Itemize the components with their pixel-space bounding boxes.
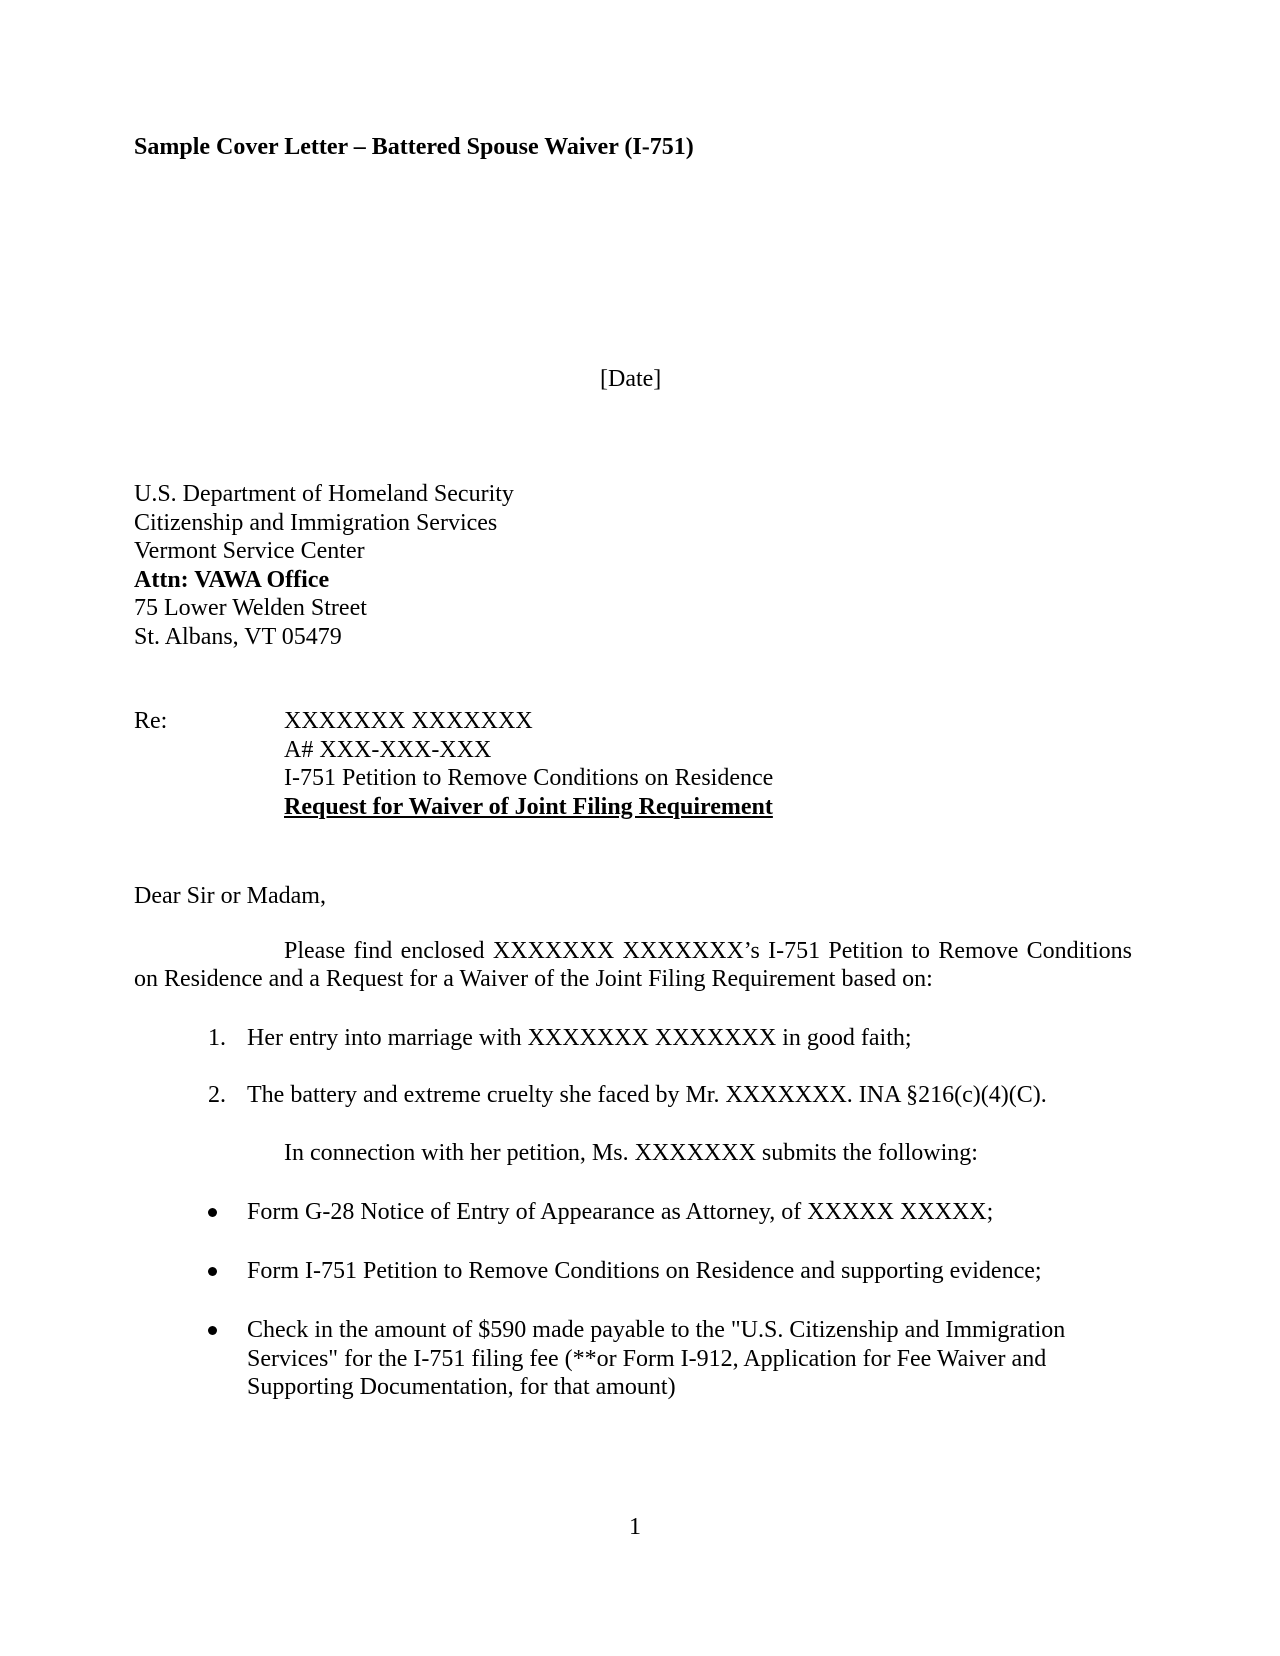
bullet-item-2: Form I-751 Petition to Remove Conditions on Residence and supporting evidence; [247,1258,1042,1284]
numbered-item-2-text: The battery and extreme cruelty she faced by Mr. XXXXXXX. INA §216(c)(4)(C). [247,1082,1047,1108]
connection-paragraph: In connection with her petition, Ms. XXXXXXX submits the following: [284,1140,978,1166]
letter-date: [Date] [600,366,662,392]
re-label: Re: [134,708,168,734]
re-name: XXXXXXX XXXXXXX [284,708,533,734]
recipient-line-2: Citizenship and Immigration Services [134,509,498,536]
recipient-address [134,480,514,652]
recipient-street: 75 Lower Welden Street [134,595,367,622]
numbered-item-2-number: 2. [208,1082,226,1108]
recipient-line-1: U.S. Department of Homeland Security [134,481,514,507]
bullet-item-3-line-1: Check in the amount of $590 made payable to the "U.S. Citizenship and Immigration [247,1317,1066,1343]
bullet-item-1: Form G-28 Notice of Entry of Appearance as Attorney, of XXXXX XXXXX; [247,1199,994,1225]
bullet-icon [208,1198,220,1210]
page-number: 1 [629,1514,641,1540]
bullet-item-3-line-3: Supporting Documentation, for that amount) [247,1374,676,1401]
re-petition: I-751 Petition to Remove Conditions on Residence [284,765,774,792]
re-request: Request for Waiver of Joint Filing Requirement [284,793,773,820]
recipient-line-3: Vermont Service Center [134,538,365,565]
salutation: Dear Sir or Madam, [134,883,326,909]
numbered-item-1-text: Her entry into marriage with XXXXXXX XXXXXXX in good faith; [247,1025,912,1051]
bullet-item-3 [247,1316,1065,1402]
intro-paragraph-text: Please find enclosed XXXXXXX XXXXXXX’s I-751 Petition to Remove Conditions on Residence and a Request for a Waiver of the Joint Filing Requirement based on: [134,938,1132,992]
re-block [284,707,773,821]
letter-title: Sample Cover Letter – Battered Spouse Waiver (I-751) [134,134,694,160]
recipient-attn: Attn: VAWA Office [134,566,330,593]
recipient-city: St. Albans, VT 05479 [134,623,342,650]
bullet-icon [208,1257,220,1269]
bullet-icon [208,1316,220,1328]
intro-paragraph [134,937,1132,993]
bullet-item-3-line-2: Services" for the I-751 filing fee (**or Form I-912, Application for Fee Waiver and [247,1345,1047,1372]
numbered-item-1-number: 1. [208,1025,226,1051]
re-a-number: A# XXX-XXX-XXX [284,736,492,763]
